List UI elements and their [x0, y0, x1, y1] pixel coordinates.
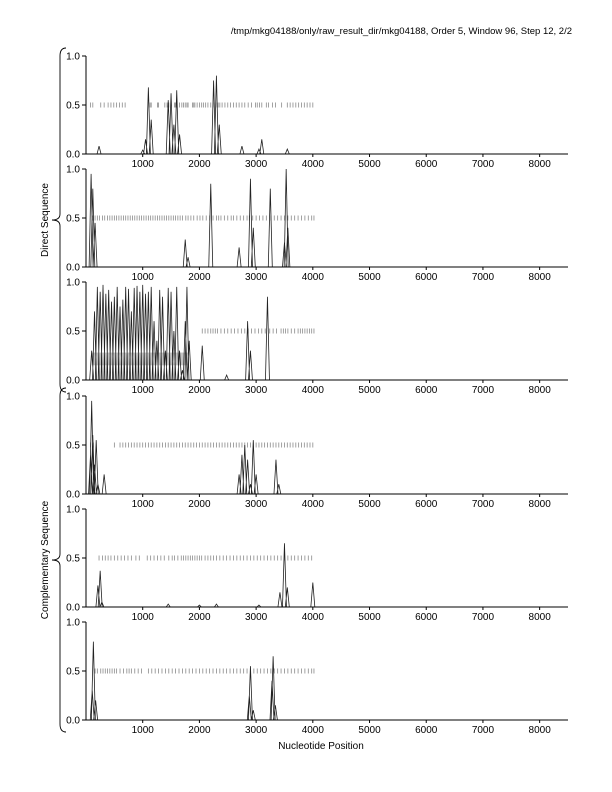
- x-tick-label: 3000: [244, 612, 268, 623]
- x-tick-label: 1000: [131, 499, 154, 510]
- x-tick-label: 4000: [301, 385, 324, 396]
- y-tick-label: 0.5: [66, 553, 80, 565]
- x-tick-label: 2000: [188, 725, 211, 736]
- x-tick-label: 2000: [188, 385, 211, 396]
- x-tick-label: 3000: [244, 159, 268, 170]
- y-tick-label: 0.5: [66, 100, 80, 112]
- x-tick-label: 3000: [244, 385, 268, 396]
- x-tick-label: 1000: [131, 385, 154, 396]
- x-tick-label: 6000: [415, 385, 438, 396]
- x-tick-label: 8000: [528, 385, 551, 396]
- series-line: [86, 642, 568, 720]
- x-tick-label: 4000: [301, 159, 324, 170]
- y-tick-label: 0.5: [66, 666, 80, 678]
- x-tick-label: 3000: [244, 499, 268, 510]
- x-tick-label: 5000: [358, 385, 381, 396]
- x-tick-label: 5000: [358, 612, 381, 623]
- y-tick-label: 0.5: [66, 440, 80, 452]
- group-brace: [52, 48, 66, 392]
- x-tick-label: 1000: [131, 725, 154, 736]
- x-tick-label: 1000: [131, 272, 154, 283]
- x-tick-label: 8000: [528, 499, 551, 510]
- group-label: Direct Sequence: [40, 183, 51, 257]
- x-tick-label: 5000: [358, 725, 381, 736]
- x-tick-label: 6000: [415, 725, 438, 736]
- y-tick-label: 0.0: [66, 375, 80, 387]
- x-tick-label: 7000: [471, 612, 495, 623]
- y-tick-label: 1.0: [66, 51, 80, 63]
- group-label: Complementary Sequence: [40, 500, 51, 620]
- x-axis-title: Nucleotide Position: [278, 741, 364, 752]
- x-tick-label: 2000: [188, 272, 211, 283]
- x-tick-label: 1000: [131, 159, 154, 170]
- y-tick-label: 0.0: [66, 489, 80, 501]
- x-tick-label: 5000: [358, 272, 381, 283]
- x-tick-label: 7000: [471, 499, 495, 510]
- series-line: [86, 285, 568, 380]
- x-tick-label: 1000: [131, 612, 154, 623]
- y-tick-label: 0.5: [66, 326, 80, 338]
- y-tick-label: 1.0: [66, 504, 80, 516]
- x-tick-label: 8000: [528, 159, 551, 170]
- x-tick-label: 2000: [188, 499, 211, 510]
- x-tick-label: 2000: [188, 159, 211, 170]
- y-tick-label: 0.5: [66, 213, 80, 225]
- y-tick-label: 0.0: [66, 602, 80, 614]
- x-tick-label: 4000: [301, 499, 324, 510]
- y-tick-label: 0.0: [66, 149, 80, 161]
- y-tick-label: 1.0: [66, 164, 80, 176]
- x-tick-label: 5000: [358, 499, 381, 510]
- series-line: [86, 401, 568, 494]
- x-tick-label: 4000: [301, 725, 324, 736]
- y-tick-label: 0.0: [66, 262, 80, 274]
- x-tick-label: 8000: [528, 725, 551, 736]
- x-tick-label: 3000: [244, 725, 268, 736]
- x-tick-label: 8000: [528, 272, 551, 283]
- x-tick-label: 6000: [415, 612, 438, 623]
- x-tick-label: 8000: [528, 612, 551, 623]
- x-tick-label: 7000: [471, 385, 495, 396]
- x-tick-label: 6000: [415, 499, 438, 510]
- shaded-band: [92, 353, 188, 366]
- figure-title: /tmp/mkg04188/only/raw_result_dir/mkg04188, Order 5, Window 96, Step 12, 2/2: [230, 26, 572, 37]
- y-tick-label: 1.0: [66, 391, 80, 403]
- x-tick-label: 6000: [415, 159, 438, 170]
- group-brace: [52, 388, 66, 732]
- x-tick-label: 2000: [188, 612, 211, 623]
- x-tick-label: 7000: [471, 272, 495, 283]
- x-tick-label: 7000: [471, 725, 495, 736]
- x-tick-label: 3000: [244, 272, 268, 283]
- y-tick-label: 0.0: [66, 715, 80, 727]
- y-tick-label: 1.0: [66, 617, 80, 629]
- x-tick-label: 7000: [471, 159, 495, 170]
- x-tick-label: 4000: [301, 612, 324, 623]
- y-tick-label: 1.0: [66, 277, 80, 289]
- x-tick-label: 5000: [358, 159, 381, 170]
- series-line: [86, 169, 568, 267]
- x-tick-label: 4000: [301, 272, 324, 283]
- series-line: [86, 543, 568, 607]
- series-line: [86, 76, 568, 154]
- x-tick-label: 6000: [415, 272, 438, 283]
